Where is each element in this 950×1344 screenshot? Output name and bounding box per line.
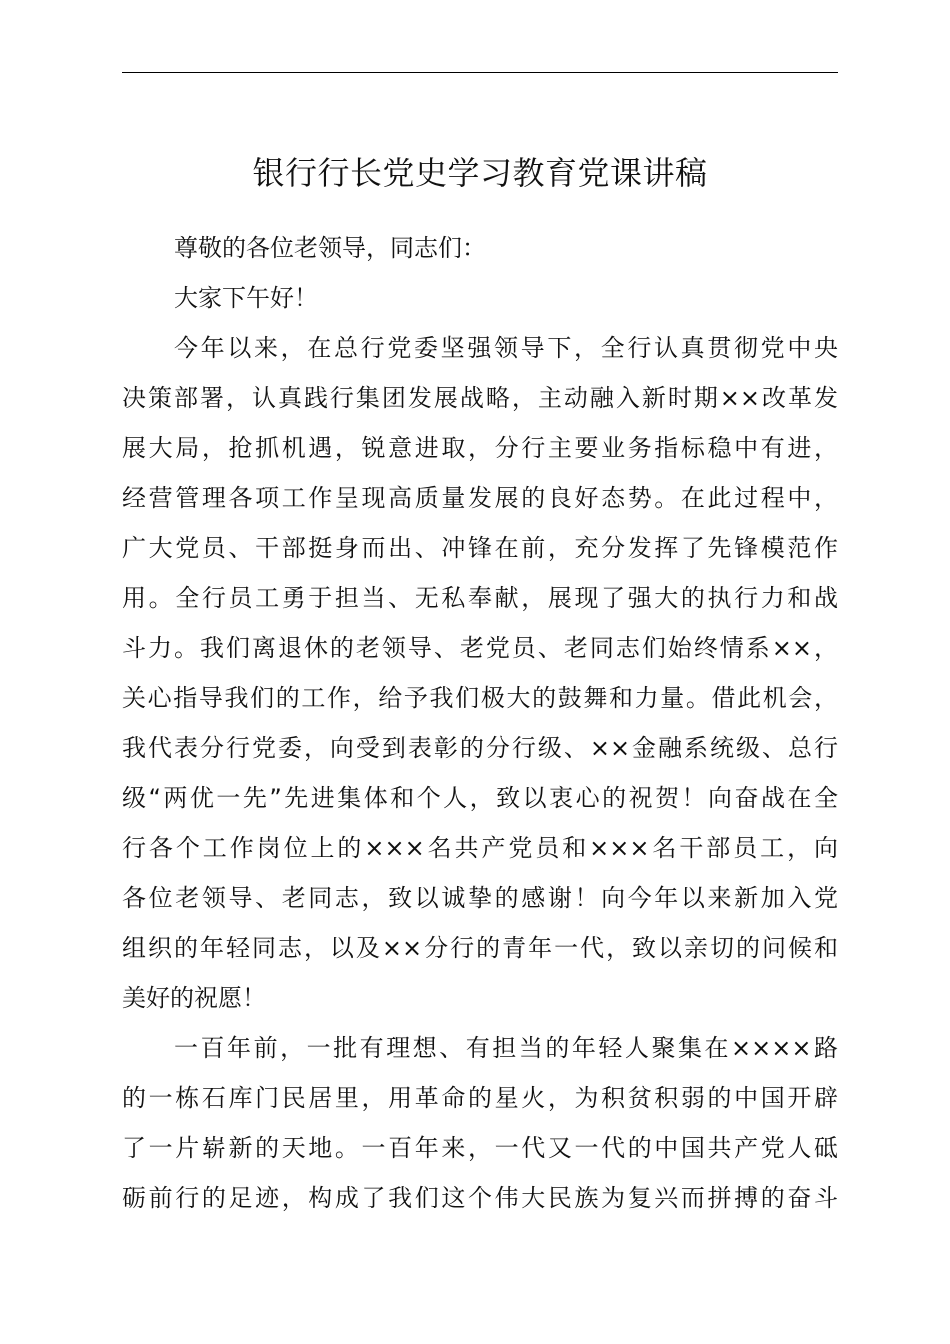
paragraph-line: 各位老领导、老同志，致以诚挚的感谢！向今年以来新加入党 (122, 884, 838, 912)
paragraph-line: 的一栋石库门民居里，用革命的星火，为积贫积弱的中国开辟 (122, 1084, 838, 1112)
paragraph-line: 斗力。我们离退休的老领导、老党员、老同志们始终情系××， (122, 634, 838, 662)
paragraph-line: 一百年前，一批有理想、有担当的年轻人聚集在××××路 (174, 1034, 838, 1062)
paragraph-line: 我代表分行党委，向受到表彰的分行级、××金融系统级、总行 (122, 734, 838, 762)
greeting-line: 大家下午好！ (174, 284, 318, 312)
paragraph-line: 展大局，抢抓机遇，锐意进取，分行主要业务指标稳中有进， (122, 434, 838, 462)
paragraph-line: 美好的祝愿！ (122, 984, 266, 1012)
paragraph-line: 决策部署，认真践行集团发展战略，主动融入新时期××改革发 (122, 384, 838, 412)
document-title: 银行行长党史学习教育党课讲稿 (252, 154, 708, 192)
salutation-line: 尊敬的各位老领导，同志们： (174, 234, 486, 262)
paragraph-line: 行各个工作岗位上的×××名共产党员和×××名干部员工，向 (122, 834, 838, 862)
paragraph-line: 了一片崭新的天地。一百年来，一代又一代的中国共产党人砥 (122, 1134, 838, 1162)
paragraph-line: 级“两优一先”先进集体和个人，致以衷心的祝贺！向奋战在全 (122, 784, 838, 812)
paragraph-line: 今年以来，在总行党委坚强领导下，全行认真贯彻党中央 (174, 334, 838, 362)
paragraph-line: 广大党员、干部挺身而出、冲锋在前，充分发挥了先锋模范作 (122, 534, 838, 562)
document-body (122, 223, 838, 1223)
paragraph-line: 砺前行的足迹，构成了我们这个伟大民族为复兴而拼搏的奋斗 (122, 1184, 838, 1212)
paragraph-line: 经营管理各项工作呈现高质量发展的良好态势。在此过程中， (122, 484, 838, 512)
header-rule (122, 72, 838, 73)
paragraph-line: 关心指导我们的工作，给予我们极大的鼓舞和力量。借此机会， (122, 684, 838, 712)
paragraph-line: 组织的年轻同志，以及××分行的青年一代，致以亲切的问候和 (122, 934, 838, 962)
paragraph-line: 用。全行员工勇于担当、无私奉献，展现了强大的执行力和战 (122, 584, 838, 612)
